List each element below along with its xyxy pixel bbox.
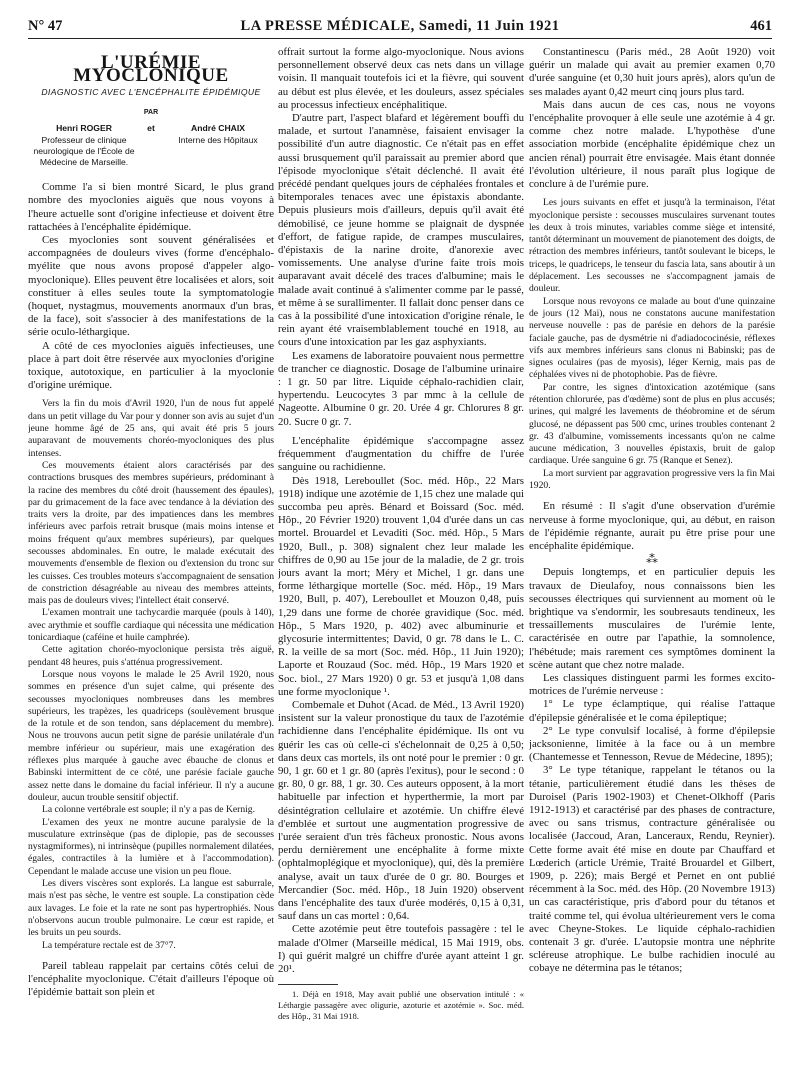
column-1 [28,46,274,1076]
paragraph: A côté de ces myoclonies aiguës infectieuses, une place à part doit être réservée aux myoclonies d'origine toxique, autotoxique, en particulier à la myoclonie d'origine urémique. [28,339,274,392]
author-conjunction: et [147,122,155,133]
paragraph: Les examens de laboratoire pouvaient nous permettre de trancher ce diagnostic. Dosage de l'albumine urinaire : 1 gr. 50 par litre. Liquide céphalo-rachidien clair, hypertendu. Leucocytes 3 par mmc à la cellule de Nageotte. Albumine 0 gr. 20. Urée 4 gr. Chlorures 8 gr. 20. Sucre 0 gr. 7. [278,349,524,428]
paragraph: L'encéphalite épidémique s'accompagne assez fréquemment d'augmentation du chiffre de l'urée sanguine ou rachidienne. [278,434,524,474]
summary-paragraph: En résumé : Il s'agit d'une observation d'urémie nerveuse à forme myoclonique, qui, au début, en raison de l'épidémie régnante, aurait pu être prise pour une encéphalite épidémique. [529,500,775,552]
observation-paragraph: Les divers viscères sont explorés. La langue est saburrale, mais n'est pas sèche, le ventre est souple. La constipation cède aux lavages. Le foie et la rate ne sont pas hypertrophiés. Nous n'observons aucun trouble pulmonaire. Le cœur est rapide, et les bruits un peu sourds. [28,878,274,939]
paragraph: offrait surtout la forme algo-myoclonique. Nous avions personnellement observé deux cas nets dans un village voisin. Il manquait toutefois ici et la fièvre, qui souvent au début est plus élevée, et les douleurs, assez spéciales au processus infectieux encéphalitique. [278,46,524,111]
paragraph: 3° Le type tétanique, rappelant le tétanos ou la tétanie, particulièrement étudié dans les thèses de Duroisel (Paris 1902-1903) et Chenet-Olkhoff (Paris 1912-1913) et caractérisé par des phases de contracture, avec ou sans trismus, contracture généralisée ou localisée (Jaccoud, Aran, Lanceraux, Rendu, Reynier). Cette forme avait été mise en doute par Chauffard et Lœderich (article Urémie, Traité Brouardel et Gilbert, 1909, p. 226); mais Bergé et Pernet en ont publié récemment à la Soc. méd. des Hôp. (20 Novembre 1913) un cas caractéristique, pris d'abord pour du tétanos et traité comme tel, qui évolua ultérieurement vers le coma avec Cheyne-Stokes. Le liquide céphalo-rachidien contenait 3 gr. d'urée. L'autopsie montra une néphrite scléreuse atrophique. Le bulbe rachidien inoculé au cobaye ne détermina pas le tétanos; [529,764,775,975]
observation-paragraph: La température rectale est de 37°7. [42,939,176,951]
observation-paragraph: Ces mouvements étaient alors caractérisés par des contractions brusques des membres supérieurs, prédominant à la racine des membres du côté droit (haussement des épaules), par du grimacement de la face avec tendance à la déviation des traits vers la droite, par des impatiences dans les membres inférieurs avec parfois retrait brusque (mais moins intense et moins fréquent qu'aux membres supérieurs), par quelques secousses abdominales. En outre, le malade exécutait des mouvements d'ensemble de flexion ou d'extension du tronc sur les cuisses. Ces troubles moteurs s'accompagnaient de sensation de constriction désagréable au niveau des membres atteints, mais pas de douleurs vives; l'intellect était conservé. [28,459,274,607]
author-1 [28,123,140,167]
observation-paragraph: Lorsque nous revoyons ce malade au bout d'une quinzaine de jours (12 Mai), nous ne constatons aucune manifestation nerveuse nouvelle : pas de parésie en dehors de la parésie faciale gauche, pas de dysmétrie ni d'adiadococinésie, réflexes vifs aux membres inférieurs sans clonus ni Babinski; pas de signes oculaires (pas de myosis), léger Kernig, mais pas de céphalées vives ni de photophobie. Pas de fièvre. [529,295,775,381]
author-2-affiliation: Interne des Hôpitaux [178,135,258,146]
footnote: 1. Déjà en 1918, May avait publié une observation intitulé : « Léthargie passagère avec oligurie, azoturie et azotémie ». Soc. méd. des Hôp., 31 Mai 1918. [278,989,524,1022]
column-3 [529,46,775,1076]
paragraph: 2° Le type convulsif localisé, à forme d'épilepsie jacksonienne, limitée à la face ou à un membre (Chantemesse et Tennesson, Revue de Médecine, 1895); [529,724,775,764]
paragraph: Pareil tableau rappelait par certains côtés celui de l'encéphalite myoclonique. C'était d'ailleurs l'époque où l'épidémie battait son plein et [28,959,274,999]
paragraph: Combemale et Duhot (Acad. de Méd., 13 Avril 1920) insistent sur la valeur pronostique du taux de l'azotémie rachidienne dans l'encéphalite épidémique. Ils ont vu guérir les cas où celle-ci s'échelonnait de 0,25 à 0,50; dans deux cas mortels, ils ont noté pour le premier : 0 gr. 90, 1 gr. 60 et 1 gr. 80 (après l'exitus), pour le second : 0 gr. 80, 0 gr. 88, 1 gr. 30. Ces auteurs opposent, à la mort habituelle par infection et hyperthermie, la mort par désintégration cellulaire et azotémie. Un chiffre élevé d'emblée et surtout une augmentation progressive de l'urée seraient d'un très fâcheux pronostic. Nous avons perdu dernièrement une encéphalite à forme mixte (ophtalmoplégique et myoclonique), qui, dès la première analyse, avait un taux d'urée de 0 gr. 80. Bourges et Mercandier (Soc. méd. Hôp., 18 Juin 1920) observent dans l'encéphalite des taux d'urée modérés, 0,15 à 0,31, sauf dans un cas mortel : 0,64. [278,698,524,923]
issue-number: N° 47 [28,18,63,34]
paragraph: 1° Le type éclamptique, qui réalise l'attaque d'épilepsie généralisée et le coma épileptique; [529,698,775,724]
column-2 [278,46,524,1076]
author-1-name: Henri ROGER [56,122,112,133]
observation-paragraph: La mort survient par aggravation progressive vers la fin Mai 1920. [529,467,775,492]
observation-paragraph: Cette agitation choréo-myoclonique persista très aiguë, pendant 48 heures, puis s'atténua progressivement. [28,644,274,668]
paragraph: Constantinescu (Paris méd., 28 Août 1920) voit guérir un malade qui avait au premier examen 0,70 d'urée sanguine (et 0,30 huit jours après), alors qu'un de ses malades ayant 0,42 meurt cinq jours plus tard. [529,46,775,98]
observation-paragraph: L'examen montrait une tachycardie marquée (pouls à 140), avec arythmie et souffle cardiaque qui nécessita une médication tonicardiaque (caféine et huile camphrée). [28,607,274,644]
paragraph: Ces myoclonies sont souvent généralisées et accompagnées de douleurs vives (forme d'encéphalo-myélite que nous avons proposé d'appeler algo-myoclonique). Elles peuvent être localisées et alors, soit constituer à elles seules toute la symptomatologie (hoquet, nystagmus, mouvements anormaux d'un bras, de la face), soit s'associer à des manifestations de la série oculo-léthargique. [28,234,274,339]
article-title: L'URÉMIE MYOCLONIQUE [73,52,229,87]
page-number: 461 [750,18,772,34]
section-asterism: ⁂ [646,552,658,567]
author-2-name: André CHAIX [191,122,245,133]
observation-paragraph: L'examen des yeux ne montre aucune paralysie de la musculature extrinsèque (pas de diplopie, pas de secousses nystagmiformes), ni intrinsèque (pupilles normalement dilatées, égales, contractiles à la lumière et à l'accommodation). Cependant le malade accuse une vision un peu floue. [28,816,274,877]
paragraph: Mais dans aucun de ces cas, nous ne voyons l'encéphalite provoquer à elle seule une azotémie à 4 gr. comme chez notre malade. L'hypothèse d'une association morbide (encéphalite épidémique chez un ancien rénal) pourrait être envisagée. Mais étant donnée l'évolution ultérieure, il nous paraît plus logique de conclure à de l'urémie pure. [529,98,775,191]
observation-paragraph: Par contre, les signes d'intoxication azotémique (sans rétention chlorurée, pas d'œdème) sont de plus en plus accusés; urines, qui malgré les lavements de théobromine et de sérum glucosé, ne dépassent pas 500 cmc, urines troubles contenant 2 gr. 43 d'albumine, vomissements incessants qu'on ne calme aucune médication, 3 nouvelles épistaxis, bruit de galop cardiaque. Urée sanguine 6 gr. 75 (Ranque et Senez). [529,381,775,467]
observation-paragraph: Vers la fin du mois d'Avril 1920, l'un de nous fut appelé dans un petit village du Var pour y donner son avis au sujet d'un jeune homme âgé de 25 ans, qui avait été pris 5 jours auparavant de mouvements choréo-myocloniques des plus intenses. [28,398,274,459]
by-label: PAR [143,108,159,116]
paragraph: Comme l'a si bien montré Sicard, le plus grand nombre des myoclonies aiguës que nous voyons à l'heure actuelle sont d'origine infectieuse et doivent être rattachées à l'encéphalite épidémique. [28,181,274,233]
journal-title: LA PRESSE MÉDICALE, Samedi, 11 Juin 1921 [240,18,560,34]
article-subtitle: DIAGNOSTIC AVEC L'ENCÉPHALITE ÉPIDÉMIQUE [41,87,261,98]
page-header [28,18,772,39]
observation-paragraph: Les jours suivants en effet et jusqu'à la terminaison, l'état myoclonique persiste : secousses musculaires survenant toutes les deux à trois minutes, variables comme siège et intensité, tantôt déterminant un mouvement de pianotement des doigts, de rétraction des membres inférieurs, tantôt soulevant le biceps, le triceps, le quadriceps, le tenseur du fascia lata, sans aboutir à un déplacement. Les secousses ne s'accompagnent jamais de douleur. [529,197,775,295]
paragraph: Cette azotémie peut être toutefois passagère : tel le malade d'Olmer (Marseille médical, 15 Mai 1919, obs. I) qui guérit malgré un chiffre d'urée ayant atteint 1 gr. 20¹. [278,923,524,976]
author-2 [162,123,274,167]
paragraph: D'autre part, l'aspect blafard et légèrement bouffi du malade, et surtout l'anamnèse, faisaient envisager la possibilité d'un autre diagnostic. Ce n'était pas en effet aussi brusquement qu'il paraissait au premier abord que l'épisode myoclonique s'était déclenché. Il avait été précédé pendant quelques jours de céphalées frontales et bitemporales tenaces avec une épistaxis abondante. Depuis plusieurs mois d'ailleurs, depuis qu'il avait été démobilisé, ce jeune homme se plaignait de dyspnée d'effort, de fatigue rapide, de crampes musculaires, d'épistaxis de la narine droite, d'anorexie avec vomissements. Une analyse d'urine faite trois mois auparavant avait décelé des traces d'albumine; mais le malade avait continué à s'alimenter comme par le passé, et même à se surallimenter. Il fallait donc penser dans ce cas à la possibilité d'une intoxication d'origine rénale, le rein ayant été vraisemblablement touché en 1918, au cours d'une intoxication par les gaz asphyxiants. [278,112,524,349]
observation-paragraph: La colonne vertébrale est souple; il n'y a pas de Kernig. [42,804,255,816]
author-block [28,123,274,167]
paragraph: Dès 1918, Lereboullet (Soc. méd. Hôp., 22 Mars 1918) indique une azotémie de 1,15 chez une malade qui succomba peu après. Bénard et Boissard (Soc. méd. Hôp., 20 Février 1920) trouvent 1,04 d'urée dans un cas mortel. Brouardel et Levaditi (Soc. méd. Hôp., 5 Mars 1920, Bull., p. 308) signalent chez leur malade les chiffres de 0,90 au 15e jour de la maladie, de 2 gr. trois jours avant la mort; Méry et Michel, 1 gr. dans une forme léthargique mortelle (Soc. méd. Hôp., 19 Mars 1920, Bull, p. 407), Lereboullet et Mouzon 0,48, puis 1,29 dans une forme de chorée gravidique (Soc. méd. Hôp., 5 Mars 1920, p. 402) avec albuminurie et glycosurie intermittentes; David, 0 gr. 78 dans le L. C. R. la veille de sa mort (Soc. méd. Hôp., 11 Juin 1920); Laporte et Rouzaud (Soc. méd. Hôp., 19 Mars 1920 et Soc. biol., 27 Mars 1920) 0 gr. 53 et jusqu'à 1,08 dans une forme myoclonique ¹. [278,474,524,698]
paragraph: Les classiques distinguent parmi les formes excito-motrices de l'urémie nerveuse : [529,672,775,698]
author-1-affiliation: Professeur de clinique neurologique de l'École de Médecine de Marseille. [33,135,135,167]
observation-paragraph: Lorsque nous voyons le malade le 25 Avril 1920, nous sommes en présence d'un sujet calme, qui présente des secousses myocloniques nombreuses dans les membres supérieurs, les trapèzes, les quadriceps (soulèvement brusque de la rotule et de son tendon, sans déplacement du membre). Nous ne trouvons aucun petit signe de parésie unilatérale d'un membre inférieur ou supérieur, mais une exagération des réflexes plus marquée à gauche avec ébauche de clonus et Babinski intermittent de ce côté, une parésie faciale gauche assez nette dans le domaine du facial inférieur. Il n'y a aucune douleur, aucun trouble sensitif objectif. [28,668,274,803]
footnote-divider [278,984,338,985]
paragraph: Depuis longtemps, et en particulier depuis les travaux de Dieulafoy, nous connaissons bien les secousses électriques qui surviennent au moment où le brightique va s'endormir, les soubresauts tendineux, les tressaillements musculaires de l'urémie lente, caractérisée en outre par l'apathie, la somnolence, l'hébétude; mais rarement ces symptômes dominent la scène autant que chez notre malade. [529,566,775,671]
